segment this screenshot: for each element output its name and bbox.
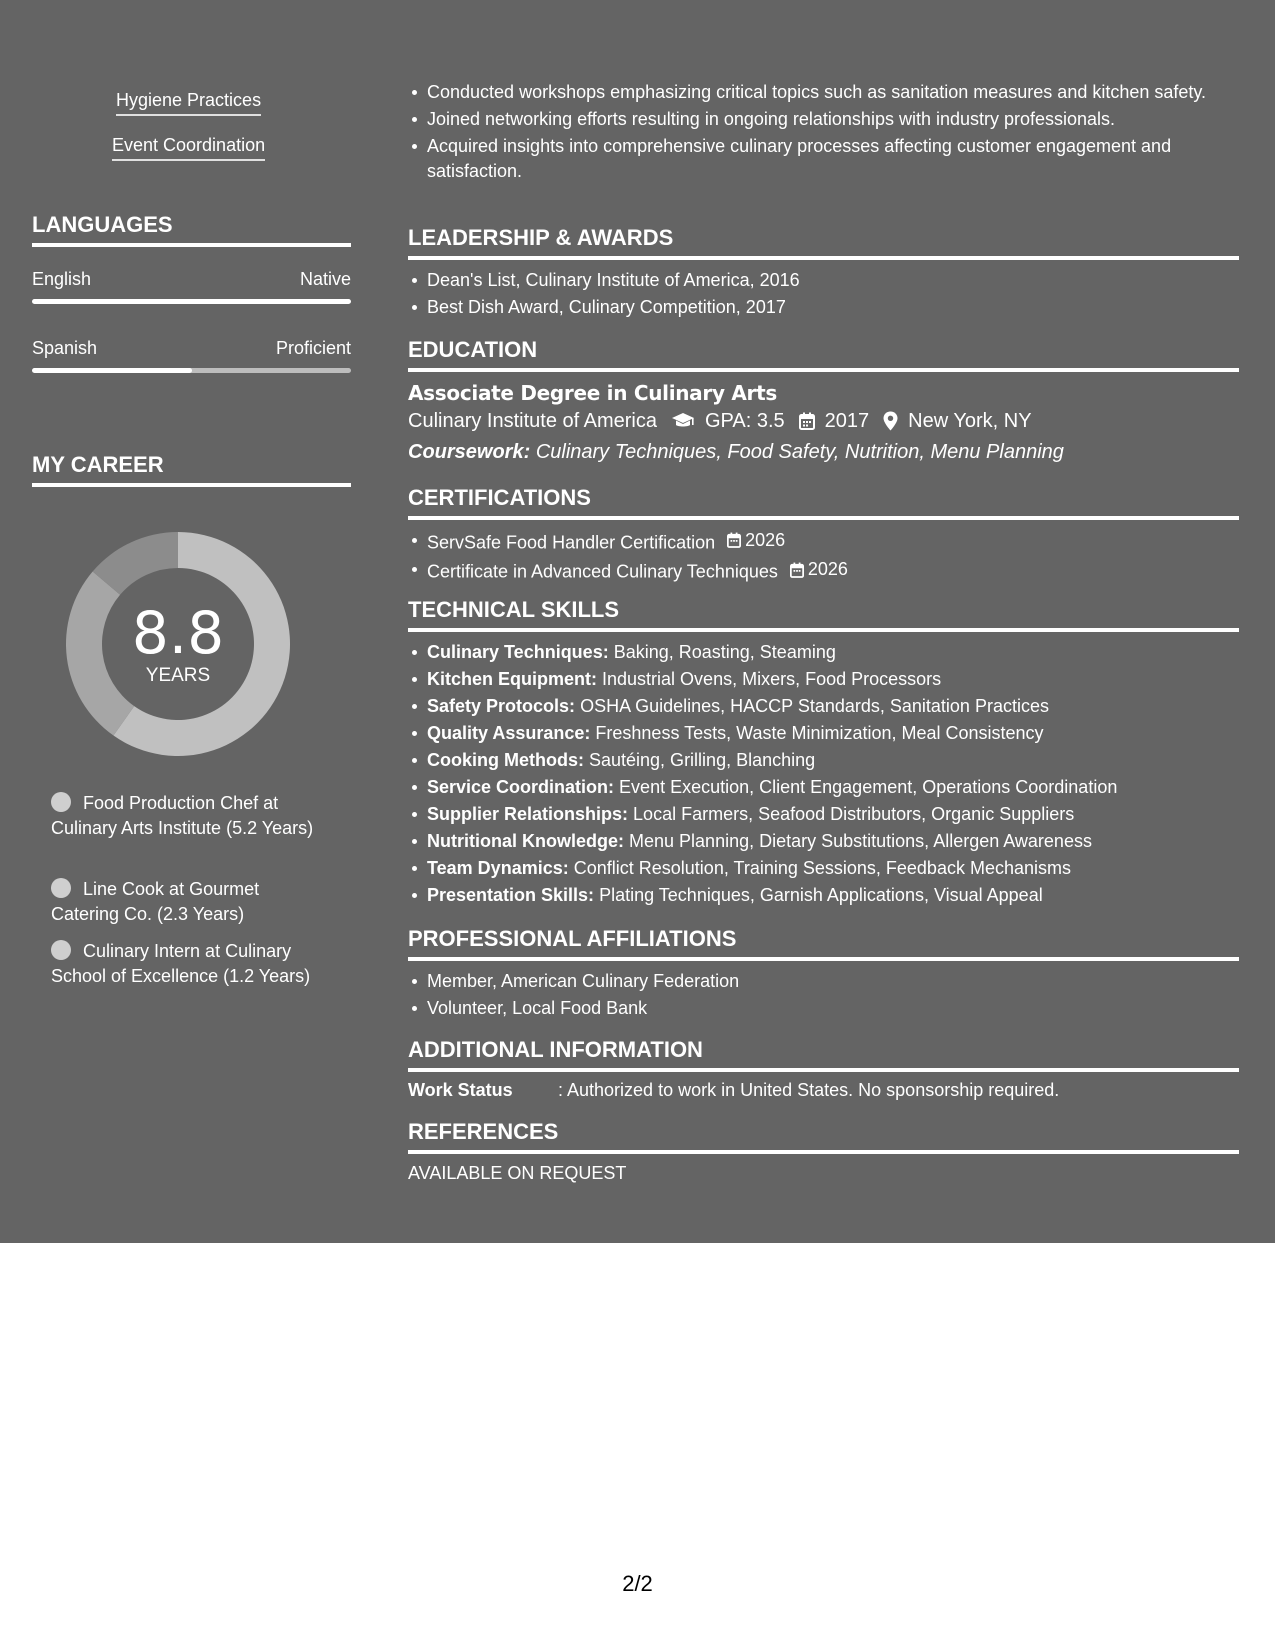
- work-status: [408, 1078, 1059, 1102]
- skill-category: Safety Protocols:: [427, 696, 576, 716]
- page-number: 2/2: [622, 1571, 653, 1596]
- legend-dot: [51, 940, 71, 960]
- certification-item: [427, 528, 1258, 555]
- language-bar-fill: [32, 368, 192, 373]
- experience-bullet: Conducted workshops emphasizing critical topics such as sanitation measures and kitchen safety.: [427, 80, 1258, 105]
- affiliation-item: Volunteer, Local Food Bank: [427, 996, 1258, 1021]
- language-level: Proficient: [275, 338, 351, 358]
- skill-category: Team Dynamics:: [427, 858, 569, 878]
- skill-tag: Hygiene Practices: [116, 89, 261, 116]
- skill-values: Plating Techniques, Garnish Applications, Visual Appeal: [599, 885, 1043, 905]
- award-item: Best Dish Award, Culinary Competition, 2017: [427, 295, 1258, 320]
- skill-category: Kitchen Equipment:: [427, 669, 597, 689]
- career-legend-item: [51, 877, 331, 926]
- language-name: English: [32, 269, 92, 289]
- school-name: Culinary Institute of America: [408, 410, 657, 432]
- skill-item: [427, 640, 1258, 665]
- certifications-list: [408, 528, 1258, 587]
- legend-dot: [51, 878, 71, 898]
- certification-name: Certificate in Advanced Culinary Techniques: [427, 561, 778, 582]
- coursework-list: Culinary Techniques, Food Safety, Nutrition, Menu Planning: [535, 441, 1064, 463]
- certification-year: 2026: [745, 530, 786, 550]
- skill-item: [427, 829, 1258, 854]
- career-years-unit: YEARS: [145, 665, 211, 686]
- skill-values: Freshness Tests, Waste Minimization, Meal Consistency: [595, 723, 1044, 743]
- skill-values: Conflict Resolution, Training Sessions, Feedback Mechanisms: [573, 858, 1071, 878]
- skill-category: Service Coordination:: [427, 777, 615, 797]
- legend-dot: [51, 792, 71, 812]
- references-text: AVAILABLE ON REQUEST: [408, 1163, 627, 1183]
- education-heading: EDUCATION: [408, 336, 1239, 372]
- leadership-list: [408, 268, 1258, 322]
- skill-category: Supplier Relationships:: [427, 804, 629, 824]
- skill-values: Baking, Roasting, Steaming: [613, 642, 836, 662]
- affiliations-list: [408, 969, 1258, 1023]
- technical-skills-list: [408, 640, 1258, 910]
- language-row: [32, 268, 351, 290]
- skill-category: Culinary Techniques:: [427, 642, 609, 662]
- skill-item: [427, 802, 1258, 827]
- skill-category: Quality Assurance:: [427, 723, 591, 743]
- calendar-icon: [727, 532, 741, 548]
- experience-bullet: Joined networking efforts resulting in ongoing relationships with industry professionals.: [427, 107, 1258, 132]
- experience-bullets: [408, 80, 1258, 186]
- career-legend-label: Line Cook at Gourmet Catering Co. (2.3 Years): [51, 879, 260, 924]
- work-status-value: : Authorized to work in United States. No sponsorship required.: [558, 1080, 1060, 1100]
- languages-heading: LANGUAGES: [32, 211, 351, 247]
- additional-info-heading: ADDITIONAL INFORMATION: [408, 1036, 1239, 1072]
- skill-values: Local Farmers, Seafood Distributors, Organic Suppliers: [633, 804, 1075, 824]
- graduation-year: 2017: [824, 410, 870, 432]
- leadership-heading: LEADERSHIP & AWARDS: [408, 224, 1239, 260]
- certification-year: 2026: [807, 559, 848, 580]
- language-bar: [32, 299, 351, 304]
- language-level: Native: [299, 269, 351, 289]
- skill-category: Cooking Methods:: [427, 750, 584, 770]
- skill-item: [427, 721, 1258, 746]
- skill-category: Presentation Skills:: [427, 885, 595, 905]
- career-legend-item: [51, 791, 331, 840]
- skill-values: Industrial Ovens, Mixers, Food Processors: [602, 669, 942, 689]
- school-location: New York, NY: [908, 410, 1032, 432]
- skill-item: [427, 667, 1258, 692]
- experience-bullet: Acquired insights into comprehensive culinary processes affecting customer engagement and satisfaction.: [427, 134, 1258, 183]
- graduation-cap-icon: [671, 412, 695, 430]
- skill-values: Sautéing, Grilling, Blanching: [589, 750, 816, 770]
- technical-skills-heading: TECHNICAL SKILLS: [408, 596, 1239, 632]
- skill-item: [427, 856, 1258, 881]
- skill-category: Nutritional Knowledge:: [427, 831, 624, 851]
- language-bar: [32, 368, 351, 373]
- language-name: Spanish: [32, 338, 98, 358]
- skill-values: Menu Planning, Dietary Substitutions, Allergen Awareness: [629, 831, 1092, 851]
- calendar-icon: [799, 412, 815, 430]
- skill-item: [427, 694, 1258, 719]
- certifications-heading: CERTIFICATIONS: [408, 484, 1239, 520]
- language-row: [32, 337, 351, 359]
- references-heading: REFERENCES: [408, 1118, 1239, 1154]
- coursework-label: Coursework:: [408, 441, 531, 463]
- affiliation-item: Member, American Culinary Federation: [427, 969, 1258, 994]
- career-heading: MY CAREER: [32, 451, 351, 487]
- certification-item: [427, 557, 1258, 584]
- award-item: Dean's List, Culinary Institute of America, 2016: [427, 268, 1258, 293]
- career-legend-label: Culinary Intern at Culinary School of Excellence (1.2 Years): [51, 941, 311, 986]
- calendar-icon: [790, 562, 804, 578]
- skill-values: Event Execution, Client Engagement, Operations Coordination: [619, 777, 1118, 797]
- affiliations-heading: PROFESSIONAL AFFILIATIONS: [408, 925, 1239, 961]
- career-legend-label: Food Production Chef at Culinary Arts Institute (5.2 Years): [51, 793, 314, 838]
- skill-tag: Event Coordination: [112, 134, 265, 161]
- work-status-label: Work Status: [408, 1080, 513, 1100]
- skill-values: OSHA Guidelines, HACCP Standards, Sanitation Practices: [580, 696, 1049, 716]
- degree-title: Associate Degree in Culinary Arts: [408, 381, 777, 405]
- language-bar-fill: [32, 299, 351, 304]
- skill-item: [427, 748, 1258, 773]
- career-legend-item: [51, 939, 331, 988]
- location-pin-icon: [883, 411, 898, 431]
- gpa: GPA: 3.5: [705, 410, 785, 432]
- certification-name: ServSafe Food Handler Certification: [427, 532, 716, 553]
- skill-item: [427, 775, 1258, 800]
- skill-item: [427, 883, 1258, 908]
- coursework: [408, 439, 1064, 465]
- career-total-years: 8.8: [131, 599, 225, 667]
- education-details: [408, 408, 1032, 434]
